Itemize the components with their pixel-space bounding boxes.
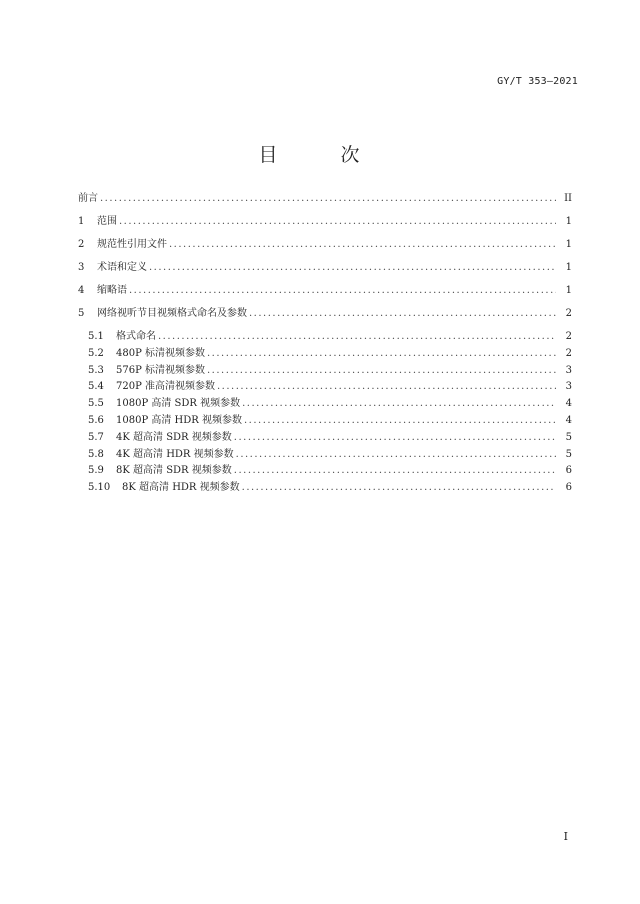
toc-page-number: 3 <box>565 364 572 376</box>
toc-leader <box>244 414 556 427</box>
toc-leader <box>217 380 556 393</box>
toc-number: 3 <box>78 262 85 273</box>
toc-entry-4[interactable] <box>78 284 572 307</box>
toc-number: 5.10 <box>88 482 111 494</box>
toc-entry-preface[interactable] <box>78 192 572 215</box>
toc-page-number: 4 <box>565 414 572 426</box>
toc-leader <box>158 330 556 343</box>
toc-leader <box>249 307 556 320</box>
toc-number: 5.7 <box>88 431 104 443</box>
table-of-contents <box>78 192 572 498</box>
toc-leader <box>169 238 556 251</box>
toc-label: 4K 超高清 SDR 视频参数 <box>116 431 232 443</box>
toc-number: 5.1 <box>88 331 104 342</box>
toc-entry-5-9[interactable] <box>78 464 572 481</box>
toc-leader <box>119 215 556 228</box>
footer-page-number: I <box>563 830 568 843</box>
toc-entry-5-6[interactable] <box>78 414 572 431</box>
toc-leader <box>242 397 556 410</box>
toc-entry-5[interactable] <box>78 307 572 330</box>
toc-entry-5-1[interactable] <box>78 330 572 347</box>
toc-label: 规范性引用文件 <box>97 239 167 250</box>
toc-page-number: 4 <box>565 398 572 410</box>
toc-entry-5-4[interactable] <box>78 380 572 397</box>
toc-leader <box>207 364 556 377</box>
toc-page-number: II <box>564 193 572 204</box>
toc-page-number: 6 <box>565 465 572 477</box>
toc-label: 480P 标清视频参数 <box>116 347 205 359</box>
toc-page-number: 6 <box>565 482 572 494</box>
toc-label: 1080P 高清 HDR 视频参数 <box>116 414 242 426</box>
toc-label: 缩略语 <box>97 285 127 296</box>
toc-page-number: 1 <box>565 262 572 273</box>
toc-label: 前言 <box>78 193 98 204</box>
toc-number: 5.4 <box>88 381 104 393</box>
toc-entry-5-2[interactable] <box>78 347 572 364</box>
toc-number: 1 <box>78 216 85 227</box>
standard-code: GY/T 353—2021 <box>497 76 578 87</box>
toc-page-number: 5 <box>565 448 572 460</box>
toc-entry-5-8[interactable] <box>78 448 572 465</box>
toc-number: 5.9 <box>88 465 104 477</box>
toc-entry-2[interactable] <box>78 238 572 261</box>
toc-page-number: 1 <box>565 216 572 227</box>
toc-page-number: 5 <box>565 431 572 443</box>
toc-page-number: 2 <box>565 331 572 342</box>
toc-number: 5.8 <box>88 448 104 460</box>
toc-number: 4 <box>78 285 85 296</box>
toc-number: 2 <box>78 239 85 250</box>
toc-number: 5.5 <box>88 398 104 410</box>
toc-label: 网络视听节目视频格式命名及参数 <box>97 308 247 319</box>
toc-page-number: 1 <box>565 239 572 250</box>
toc-entry-5-3[interactable] <box>78 364 572 381</box>
toc-leader <box>236 448 556 461</box>
toc-number: 5.2 <box>88 347 104 359</box>
toc-label: 术语和定义 <box>97 262 147 273</box>
toc-leader <box>242 481 556 494</box>
toc-entry-1[interactable] <box>78 215 572 238</box>
toc-label: 1080P 高清 SDR 视频参数 <box>116 398 241 410</box>
toc-number: 5.3 <box>88 364 104 376</box>
toc-label: 4K 超高清 HDR 视频参数 <box>116 448 234 460</box>
toc-number: 5.6 <box>88 414 104 426</box>
toc-entry-5-10[interactable] <box>78 481 572 498</box>
toc-entry-5-7[interactable] <box>78 431 572 448</box>
toc-leader <box>129 284 556 297</box>
toc-leader <box>207 347 556 360</box>
toc-label: 576P 标清视频参数 <box>116 364 205 376</box>
toc-label: 720P 准高清视频参数 <box>116 381 215 393</box>
toc-page-number: 3 <box>565 381 572 393</box>
toc-number: 5 <box>78 308 85 319</box>
toc-page-number: 2 <box>565 347 572 359</box>
toc-leader <box>234 431 556 444</box>
toc-leader <box>149 261 556 274</box>
toc-label: 范围 <box>97 216 117 227</box>
toc-page-number: 1 <box>565 285 572 296</box>
toc-entry-5-5[interactable] <box>78 397 572 414</box>
toc-leader <box>100 192 556 205</box>
toc-page-number: 2 <box>565 308 572 319</box>
toc-leader <box>234 464 556 477</box>
page-title: 目 次 <box>258 144 382 166</box>
toc-label: 8K 超高清 HDR 视频参数 <box>122 482 240 494</box>
toc-label: 格式命名 <box>116 331 156 342</box>
toc-label: 8K 超高清 SDR 视频参数 <box>116 465 232 477</box>
toc-entry-3[interactable] <box>78 261 572 284</box>
